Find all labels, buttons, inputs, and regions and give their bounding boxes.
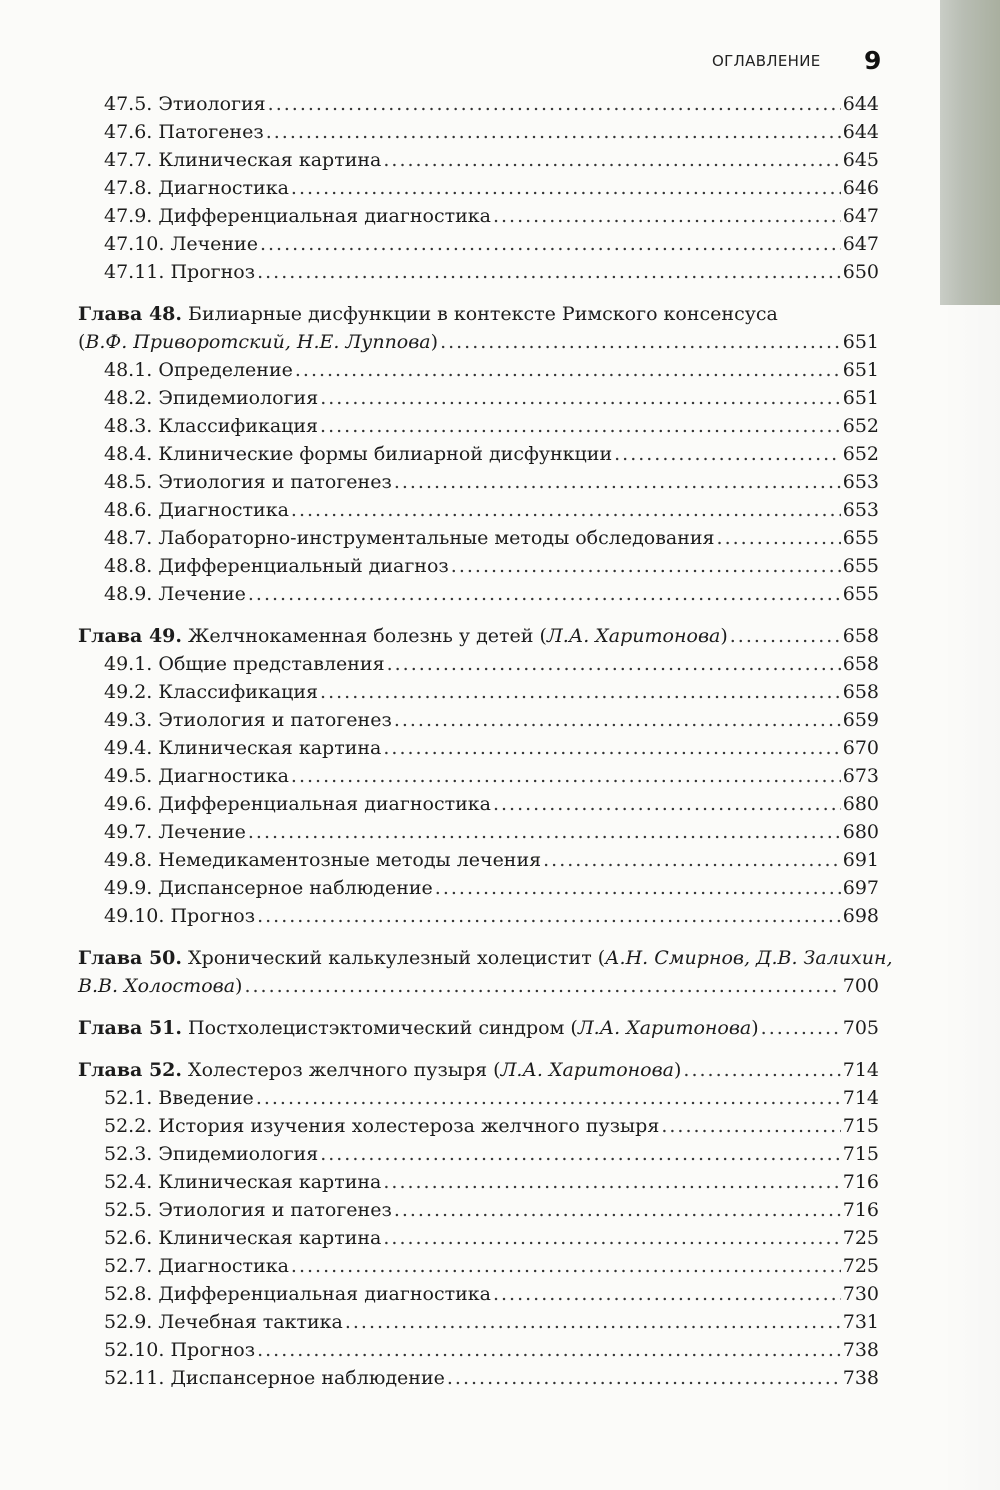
dot-leader (394, 706, 841, 734)
toc-entry[interactable] (0, 874, 1000, 902)
toc-entry-page: 716 (842, 1171, 879, 1193)
chapter-title: Постхолецистэктомический синдром ( (182, 1017, 578, 1039)
toc-entry-label: 49.1. Общие представления (104, 653, 385, 675)
dot-leader (291, 496, 841, 524)
paren-close: ) (673, 1059, 682, 1081)
toc-entry[interactable] (0, 146, 1000, 174)
toc-entry-page: 670 (842, 737, 879, 759)
toc-entry[interactable] (0, 202, 1000, 230)
dot-leader (320, 412, 841, 440)
chapter-number: Глава 48. (78, 303, 183, 325)
toc-entry-page: 651 (842, 387, 879, 409)
dot-leader (683, 1056, 840, 1084)
toc-entry-page: 646 (842, 177, 879, 199)
dot-leader (345, 1308, 841, 1336)
toc-entry-label: 48.4. Клинические формы билиарной дисфункции (104, 443, 613, 465)
toc-entry-label: 49.3. Этиология и патогенез (104, 709, 392, 731)
toc-entry[interactable] (0, 818, 1000, 846)
toc-entry-page: 658 (842, 681, 879, 703)
toc-entry-page: 725 (842, 1227, 879, 1249)
toc-entry-page: 731 (842, 1311, 879, 1333)
toc-entry[interactable] (0, 580, 1000, 608)
chapter-number: Глава 50. (78, 947, 183, 969)
toc-entry[interactable] (0, 90, 1000, 118)
chapter-number: Глава 52. (78, 1059, 183, 1081)
dot-leader (295, 356, 841, 384)
toc-entry[interactable] (0, 1252, 1000, 1280)
toc-entry-label: 52.2. История изучения холестероза желчного пузыря (104, 1115, 660, 1137)
dot-leader (291, 1252, 841, 1280)
dot-leader (320, 384, 841, 412)
dot-leader (435, 874, 841, 902)
toc-entry-label: 52.1. Введение (104, 1087, 254, 1109)
paren-close: ) (720, 625, 728, 647)
toc-entry-page: 714 (842, 1087, 879, 1109)
toc-entry-label: 48.7. Лабораторно-инструментальные методы обследования (104, 527, 715, 549)
chapter-authors: В.В. Холостова (78, 975, 236, 997)
chapter-authors: Л.А. Харитонова (546, 625, 721, 647)
toc-entry-label: 47.6. Патогенез (104, 121, 264, 143)
dot-leader (451, 552, 841, 580)
toc-entry-label: 48.2. Эпидемиология (104, 387, 319, 409)
dot-leader (493, 202, 841, 230)
toc-entry[interactable] (0, 650, 1000, 678)
chapter-page: 658 (842, 625, 879, 647)
chapter-heading[interactable] (0, 300, 1000, 328)
toc-entry-page: 730 (842, 1283, 879, 1305)
dot-leader (291, 762, 841, 790)
dot-leader (614, 440, 841, 468)
toc-entry-label: 48.1. Определение (104, 359, 293, 381)
dot-leader (383, 146, 840, 174)
paren-close: ) (430, 331, 439, 353)
toc-entry[interactable] (0, 1224, 1000, 1252)
chapter-authors: А.Н. Смирнов, Д.В. Залихин, (605, 947, 893, 969)
toc-entry-page: 647 (842, 205, 879, 227)
toc-entry[interactable] (0, 1308, 1000, 1336)
toc-entry[interactable] (0, 1280, 1000, 1308)
toc-entry-label: 48.3. Классификация (104, 415, 319, 437)
toc-entry-page: 716 (842, 1199, 879, 1221)
toc-entry[interactable] (0, 706, 1000, 734)
chapter-page: 714 (842, 1059, 879, 1081)
toc-entry[interactable] (0, 734, 1000, 762)
toc-entry[interactable] (0, 258, 1000, 286)
chapter-heading[interactable] (0, 944, 1000, 972)
toc-entry[interactable] (0, 1084, 1000, 1112)
toc-entry[interactable] (0, 468, 1000, 496)
chapter-title: Желчнокаменная болезнь у детей ( (182, 625, 547, 647)
toc-entry-label: 48.5. Этиология и патогенез (104, 471, 392, 493)
chapter-title: Хронический калькулезный холецистит ( (182, 947, 606, 969)
dot-leader (661, 1112, 840, 1140)
toc-entry-page: 650 (842, 261, 879, 283)
toc-entry-page: 725 (842, 1255, 879, 1277)
dot-leader (257, 1336, 841, 1364)
toc-entry-label: 49.7. Лечение (104, 821, 246, 843)
toc-entry[interactable] (0, 118, 1000, 146)
dot-leader (543, 846, 841, 874)
dot-leader (493, 790, 841, 818)
dot-leader (266, 118, 841, 146)
toc-entry-page: 658 (842, 653, 879, 675)
dot-leader (268, 90, 841, 118)
chapter-authors: Л.А. Харитонова (577, 1017, 752, 1039)
toc-entry-label: 49.8. Немедикаментозные методы лечения (104, 849, 542, 871)
toc-entry-label: 47.11. Прогноз (104, 261, 256, 283)
toc-entry-label: 49.9. Диспансерное наблюдение (104, 877, 433, 899)
toc-entry-label: 49.6. Дифференциальная диагностика (104, 793, 491, 815)
toc-entry-page: 651 (842, 359, 879, 381)
toc-entry-label: 52.4. Клиническая картина (104, 1171, 382, 1193)
toc-entry-label: 47.9. Дифференциальная диагностика (104, 205, 491, 227)
toc-entry-label: 52.7. Диагностика (104, 1255, 289, 1277)
toc-entry-page: 647 (842, 233, 879, 255)
toc-entry-label: 47.10. Лечение (104, 233, 258, 255)
chapter-heading[interactable] (0, 622, 1000, 650)
chapter-authors: Л.А. Харитонова (500, 1059, 674, 1081)
dot-leader (387, 650, 841, 678)
toc-entry[interactable] (0, 678, 1000, 706)
toc-entry-label: 48.9. Лечение (104, 583, 246, 605)
toc-entry[interactable] (0, 552, 1000, 580)
toc-entry-label: 49.2. Классификация (104, 681, 319, 703)
chapter-page: 651 (842, 331, 879, 353)
toc-entry-label: 48.8. Дифференциальный диагноз (104, 555, 449, 577)
chapter-title: Холестероз желчного пузыря ( (182, 1059, 501, 1081)
toc-entry[interactable] (0, 1336, 1000, 1364)
toc-entry[interactable] (0, 384, 1000, 412)
toc-entry-page: 652 (842, 443, 879, 465)
toc-entry[interactable] (0, 230, 1000, 258)
page-number: 9 (864, 46, 882, 75)
dot-leader (291, 174, 841, 202)
toc-entry-page: 680 (842, 793, 879, 815)
toc-entry-page: 738 (842, 1339, 879, 1361)
toc-entry[interactable] (0, 440, 1000, 468)
toc-entry-page: 644 (842, 93, 879, 115)
dot-leader (257, 258, 841, 286)
toc-entry[interactable] (0, 1196, 1000, 1224)
chapter-number: Глава 49. (78, 625, 183, 647)
toc-entry-label: 52.8. Дифференциальная диагностика (104, 1283, 491, 1305)
dot-leader (394, 1196, 841, 1224)
toc-entry-label: 47.8. Диагностика (104, 177, 289, 199)
toc-entry-page: 653 (842, 471, 879, 493)
toc-entry[interactable] (0, 1112, 1000, 1140)
chapter-heading[interactable] (0, 1056, 1000, 1084)
toc-entry-label: 52.10. Прогноз (104, 1339, 256, 1361)
toc-entry-label: 52.11. Диспансерное наблюдение (104, 1367, 445, 1389)
chapter-number: Глава 51. (78, 1017, 183, 1039)
toc-entry-page: 655 (842, 583, 879, 605)
toc-entry-page: 680 (842, 821, 879, 843)
toc-entry-page: 655 (842, 527, 879, 549)
dot-leader (383, 734, 840, 762)
toc-entry-label: 49.5. Диагностика (104, 765, 289, 787)
dot-leader (320, 1140, 841, 1168)
toc-entry-page: 659 (842, 709, 879, 731)
toc-entry-page: 653 (842, 499, 879, 521)
toc-entry-page: 673 (842, 765, 879, 787)
paren-close: ) (235, 975, 243, 997)
toc-entry-label: 52.5. Этиология и патогенез (104, 1199, 392, 1221)
dot-leader (761, 1014, 841, 1042)
toc-entry-page: 697 (842, 877, 879, 899)
toc-entry-page: 652 (842, 415, 879, 437)
toc-entry[interactable] (0, 496, 1000, 524)
toc-entry-page: 691 (842, 849, 879, 871)
toc-entry[interactable] (0, 524, 1000, 552)
dot-leader (248, 580, 841, 608)
dot-leader (257, 902, 841, 930)
toc-entry-label: 49.10. Прогноз (104, 905, 256, 927)
chapter-heading[interactable] (0, 1014, 1000, 1042)
toc-entry-page: 715 (842, 1115, 879, 1137)
toc-entry[interactable] (0, 762, 1000, 790)
dot-leader (493, 1280, 841, 1308)
toc-entry-page: 698 (842, 905, 879, 927)
toc-entry-page: 738 (842, 1367, 879, 1389)
toc-entry-page: 645 (842, 149, 879, 171)
toc-entry[interactable] (0, 846, 1000, 874)
toc-entry-label: 52.3. Эпидемиология (104, 1143, 319, 1165)
dot-leader (447, 1364, 841, 1392)
dot-leader (383, 1168, 840, 1196)
toc-entry[interactable] (0, 1168, 1000, 1196)
dot-leader (320, 678, 841, 706)
toc-entry[interactable] (0, 412, 1000, 440)
chapter-page: 705 (842, 1017, 879, 1039)
toc-entry-label: 47.7. Клиническая картина (104, 149, 382, 171)
dot-leader (730, 622, 841, 650)
dot-leader (244, 972, 840, 1000)
chapter-title: Билиарные дисфункции в контексте Римского консенсуса (182, 303, 778, 325)
paren-open: ( (78, 331, 86, 353)
toc-entry-page: 644 (842, 121, 879, 143)
chapter-authors: В.Ф. Приворотский, Н.Е. Луппова (85, 331, 431, 353)
chapter-heading-cont[interactable] (0, 328, 1000, 356)
dot-leader (256, 1084, 841, 1112)
dot-leader (394, 468, 841, 496)
toc-entry[interactable] (0, 1140, 1000, 1168)
dot-leader (248, 818, 841, 846)
toc-entry[interactable] (0, 1364, 1000, 1392)
dot-leader (440, 328, 841, 356)
chapter-heading-cont[interactable] (0, 972, 1000, 1000)
toc-entry-page: 655 (842, 555, 879, 577)
paren-close: ) (751, 1017, 759, 1039)
chapter-page: 700 (842, 975, 879, 997)
toc-entry[interactable] (0, 174, 1000, 202)
toc-entry-label: 49.4. Клиническая картина (104, 737, 382, 759)
toc-entry-label: 52.6. Клиническая картина (104, 1227, 382, 1249)
toc-entry-page: 715 (842, 1143, 879, 1165)
running-header: ОГЛАВЛЕНИЕ (712, 52, 821, 70)
dot-leader (717, 524, 841, 552)
toc-entry[interactable] (0, 902, 1000, 930)
toc-entry-label: 52.9. Лечебная тактика (104, 1311, 343, 1333)
toc-entry[interactable] (0, 790, 1000, 818)
dot-leader (260, 230, 841, 258)
toc-entry-label: 47.5. Этиология (104, 93, 266, 115)
toc-entry[interactable] (0, 356, 1000, 384)
toc-entry-label: 48.6. Диагностика (104, 499, 289, 521)
dot-leader (383, 1224, 840, 1252)
